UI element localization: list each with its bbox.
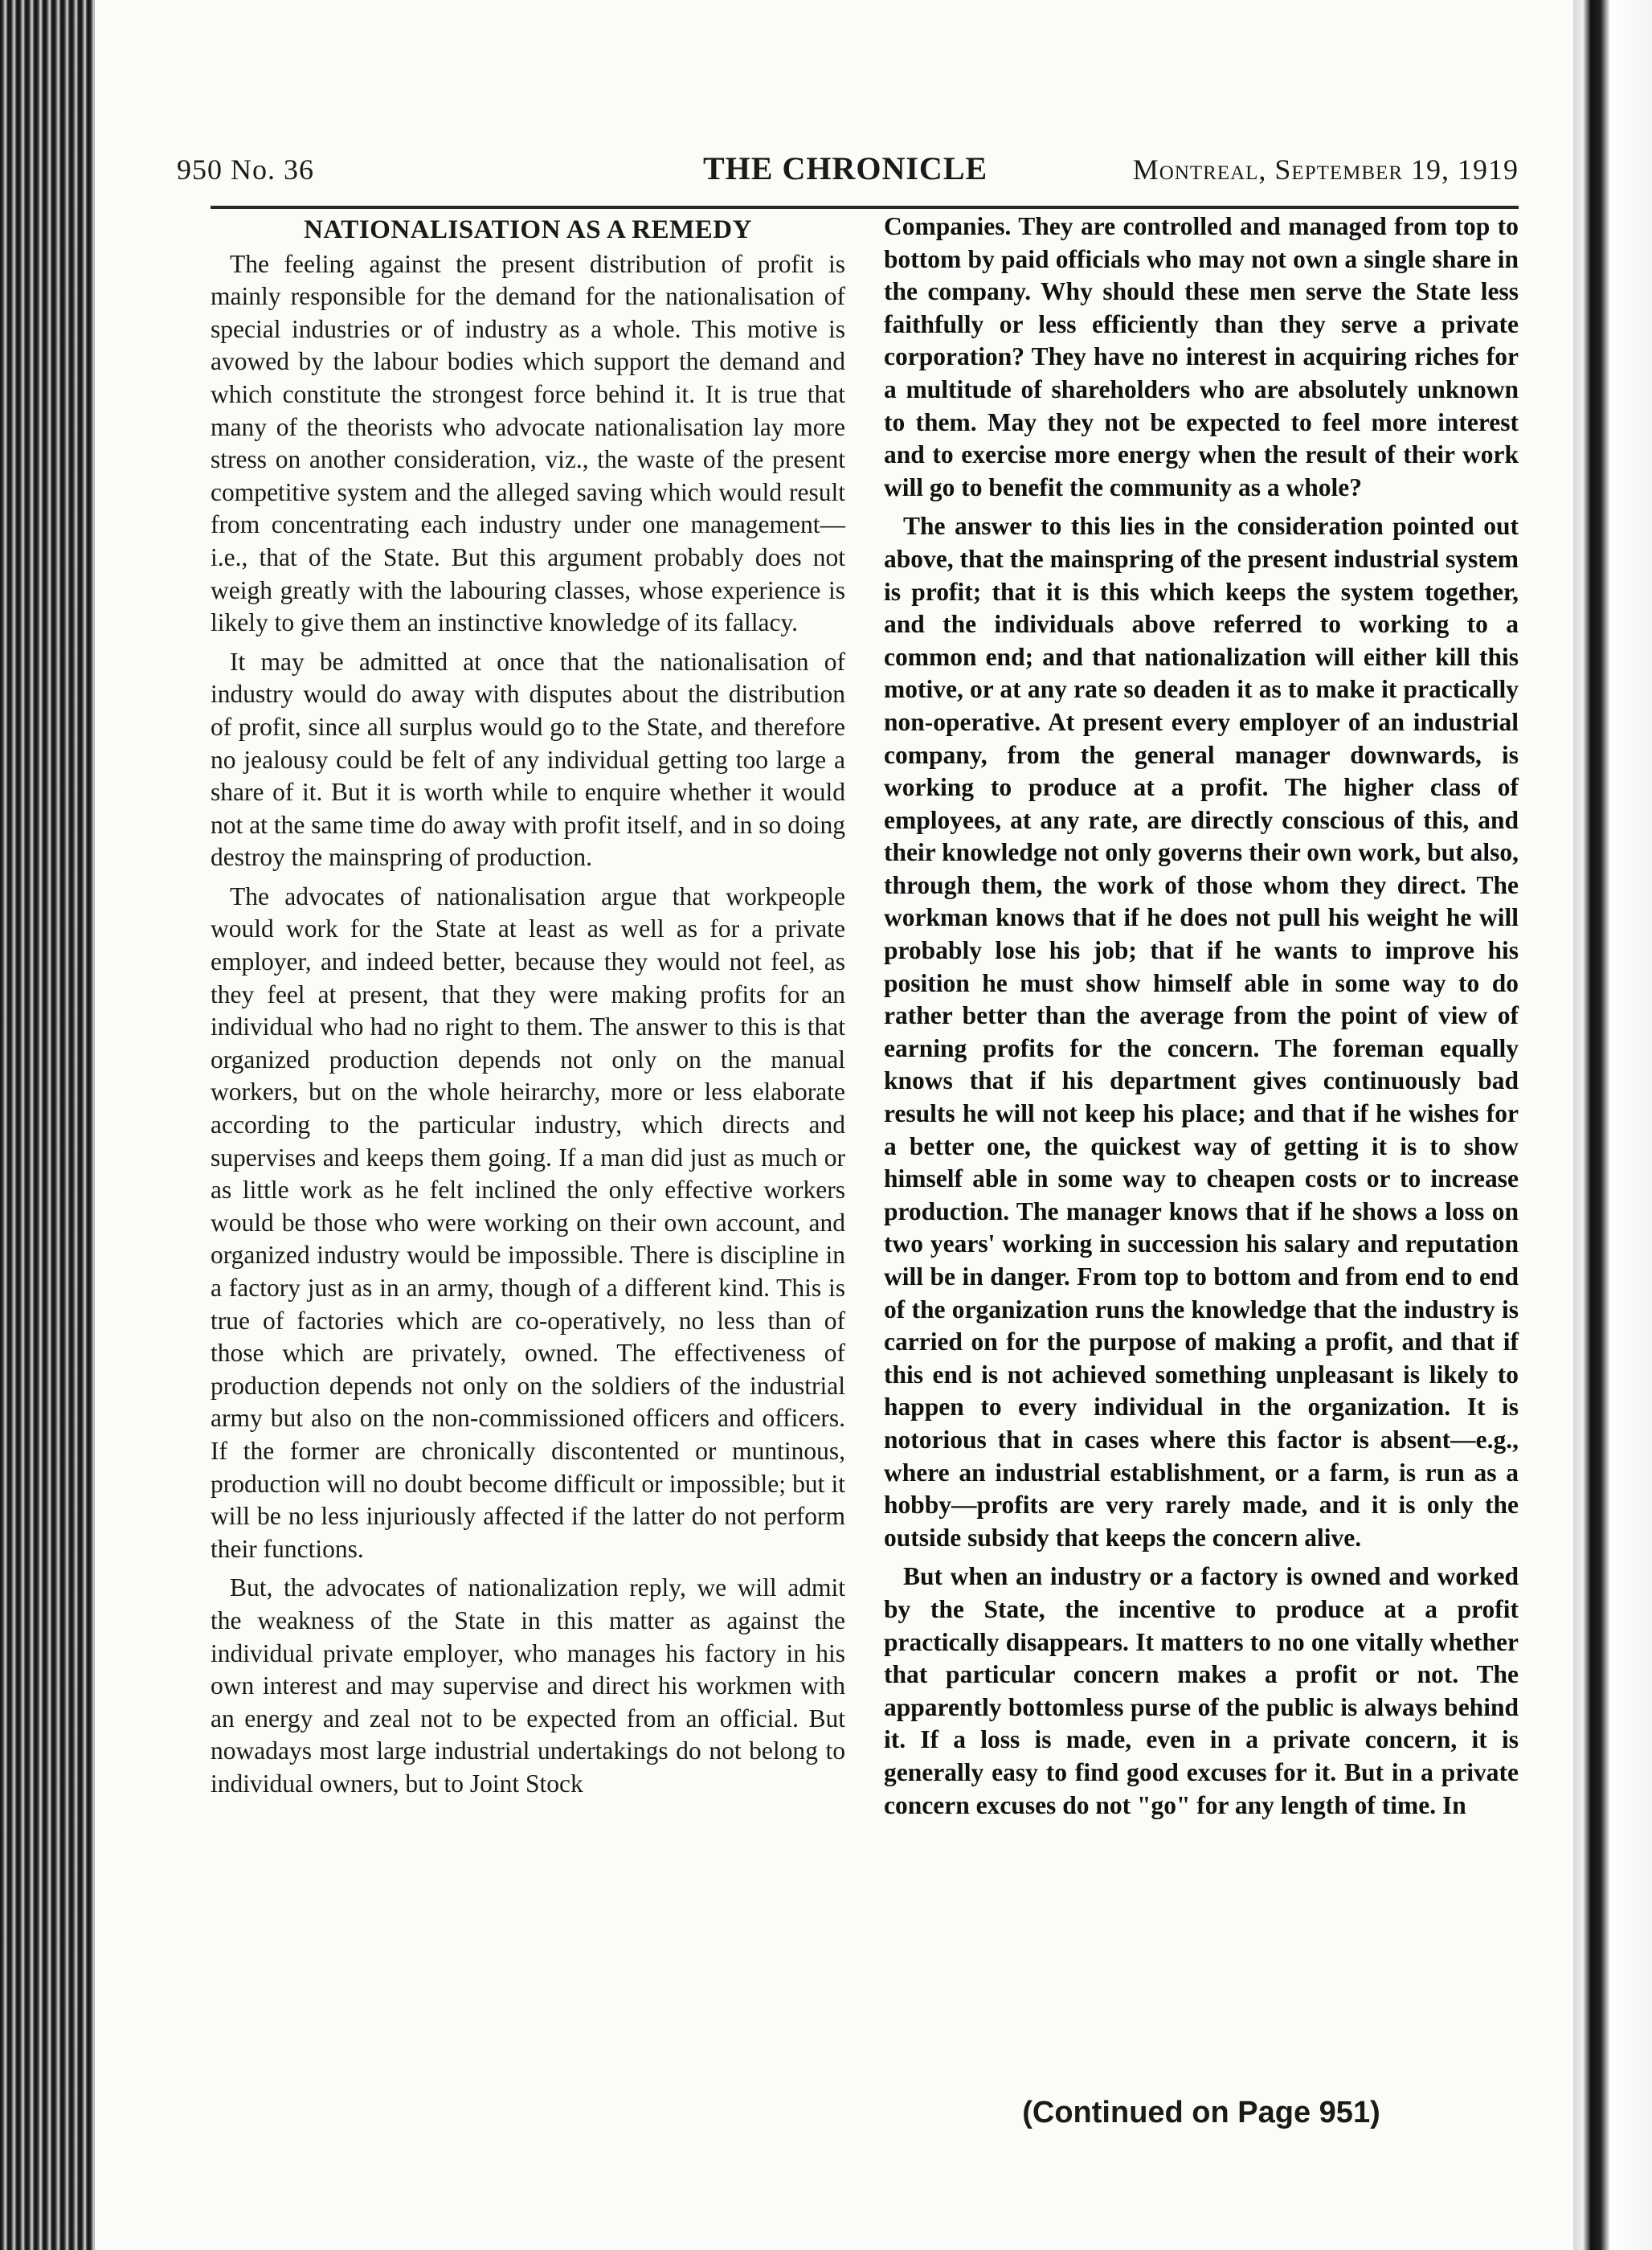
right-paragraph: But when an industry or a factory is owned and worked by the State, the incentive to produce at a profit practically disappears. It matters to no one vitally whether that particular concern makes a profit or not. The apparently bottomless purse of the public is always behind it. If a loss is made, even in a private concern, it is generally easy to find good excuses for it. But in a private concern excuses do not "go" for any length of time. In: [884, 1562, 1519, 1819]
right-column: [884, 211, 1519, 2155]
running-header: [177, 145, 1519, 193]
continuation-note: (Continued on Page 951): [1022, 2096, 1380, 2129]
dateline: Montreal, September 19, 1919: [1132, 153, 1519, 186]
left-paragraph: The feeling against the present distribution of profit is mainly responsible for the demand for the nationalisation of special industries or of industry as a whole. This motive is avowed by the labour bodies which support the demand and which constitute the strongest force behind it. It is true that many of the theorists who advocate nationalisation lay more stress on another consideration, viz., the waste of the present competitive system and the alleged saving which would result from concentrating each industry under one management—i.e., that of the State. But this argument probably does not weigh greatly with the labouring classes, whose experience is likely to give them an instinctive knowledge of its fallacy.: [211, 249, 845, 637]
right-paragraph: Companies. They are controlled and managed from top to bottom by paid officials who may not own a single share in the company. Why should these men serve the State less faithfully or less efficiently than they serve a private corporation? They have no interest in acquiring riches for a multitude of shareholders who are absolutely unknown to them. May they not be expected to feel more interest and to exercise more energy when the result of their work will go to benefit the community as a whole?: [884, 212, 1519, 501]
book-binding-edge: [0, 0, 95, 2250]
left-paragraph: But, the advocates of nationalization reply, we will admit the weakness of the State in this matter as against the individual private employer, who manages his factory in his own interest and may supervise and direct his workmen with an energy and zeal not to be expected from an official. But nowadays most large industrial undertakings do not belong to individual owners, but to Joint Stock: [211, 1573, 845, 1798]
page-right-edge: [1573, 0, 1652, 2250]
header-rule: [211, 206, 1519, 209]
left-paragraph: It may be admitted at once that the nationalisation of industry would do away with disputes about the distribution of profit, since all surplus would go to the State, and therefore no jealousy could be felt of any individual getting too large a share of it. But it is worth while to enquire whether it would not at the same time do away with profit itself, and in so doing destroy the mainspring of production.: [211, 647, 845, 872]
publication-title: THE CHRONICLE: [703, 150, 988, 186]
left-paragraph: The advocates of nationalisation argue that workpeople would work for the State at least as well as for a private employer, and indeed better, because they would not feel, as they feel at present, that they were making profits for an individual who had no right to them. The answer to this is that organized production depends not only on the manual workers, but on the whole heirarchy, more or less elaborate according to the particular industry, which directs and supervises and keeps them going. If a man did just as much or as little work as he felt inclined the only effective workers would be those who were working on their own account, and organized industry would be impossible. There is discipline in a factory just as in an army, though of a different kind. This is true of factories which are co-operatively, no less than of those which are privately, owned. The effectiveness of production depends not only on the soldiers of the industrial army but also on the non-commissioned officers and officers. If the former are chronically discontented or muntinous, production will no doubt become difficult or impossible; but it will be no less injuriously affected if the latter do not perform their functions.: [211, 882, 845, 1563]
right-paragraph: The answer to this lies in the consideration pointed out above, that the mainspring of the present industrial system is profit; that it is this which keeps the system together, and the individuals above referred to working to a common end; and that nationalization will either kill this motive, or at any rate so deaden it as to make it practically non-operative. At present every employer of an industrial company, from the general manager downwards, is working to produce at a profit. The higher class of employees, at any rate, are directly conscious of this, and their knowledge not only governs their own work, but also, through them, the work of those whom they direct. The workman knows that if he does not pull his weight he will probably lose his job; that if he wants to improve his position he must show himself able in some way to do rather better than the average from the point of view of earning profits for the concern. The foreman equally knows that if his department gives continuously bad results he will not keep his place; and that if he wishes for a better one, the quickest way of getting it is to show himself able in some way to cheapen costs or to increase production. The manager knows that if he shows a loss on two years' working in succession his salary and reputation will be in danger. From top to bottom and from end to end of the organization runs the knowledge that the industry is carried on for the purpose of making a profit, and that if this end is not achieved something unpleasant is likely to happen to every individual in the organization. It is notorious that in cases where this factor is absent—e.g., where an industrial establishment, or a farm, is run as a hobby—profits are very rarely made, and it is only the outside subsidy that keeps the concern alive.: [884, 512, 1519, 1552]
article-title: NATIONALISATION AS A REMEDY: [304, 215, 752, 244]
left-column: [211, 211, 845, 2155]
page-issue-number: 950 No. 36: [177, 153, 314, 186]
